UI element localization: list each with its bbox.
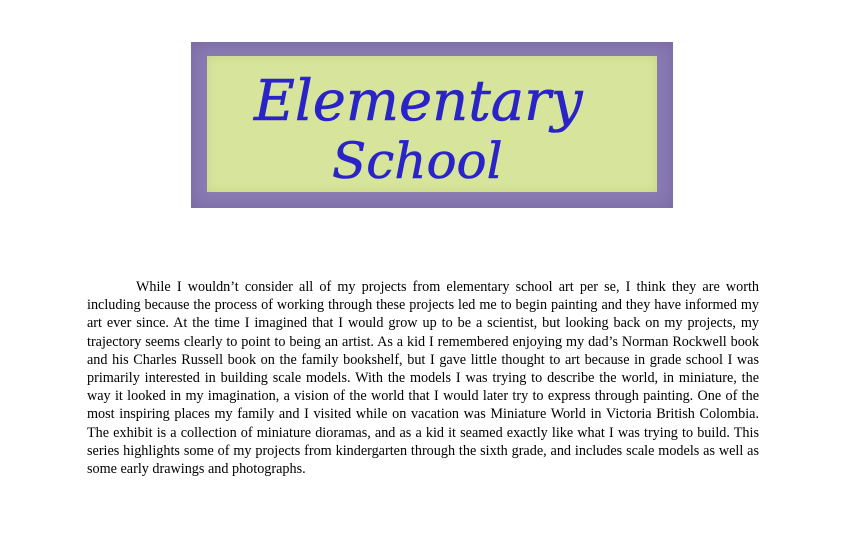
- intro-paragraph: While I wouldn’t consider all of my projects from elementary school art per se, I think they are worth including because the process of working through these projects led me to begin painting and they have informed my art ever since. At the time I imagined that I would grow up to be a scientist, but looking back on my projects, my trajectory seems clearly to point to being an artist. As a kid I remembered enjoying my dad’s Norman Rockwell book and his Charles Russell book on the family bookshelf, but I gave little thought to art because in grade school I was primarily interested in building scale models. With the models I was trying to describe the world, in miniature, the way it looked in my imagination, a vision of the world that I would later try to express through painting. One of the most inspiring places my family and I visited while on vacation was Miniature World in Victoria British Colombia. The exhibit is a collection of miniature dioramas, and as a kid it seamed exactly like what I was trying to build. This series highlights some of my projects from kindergarten through the sixth grade, and includes scale models as well as some early drawings and photographs.: [87, 279, 759, 478]
- title-panel: [207, 56, 657, 192]
- title-line-1: Elementary: [254, 69, 583, 134]
- title-card: [191, 42, 673, 208]
- title-line-2: School: [332, 132, 503, 190]
- handwritten-title: [207, 56, 657, 192]
